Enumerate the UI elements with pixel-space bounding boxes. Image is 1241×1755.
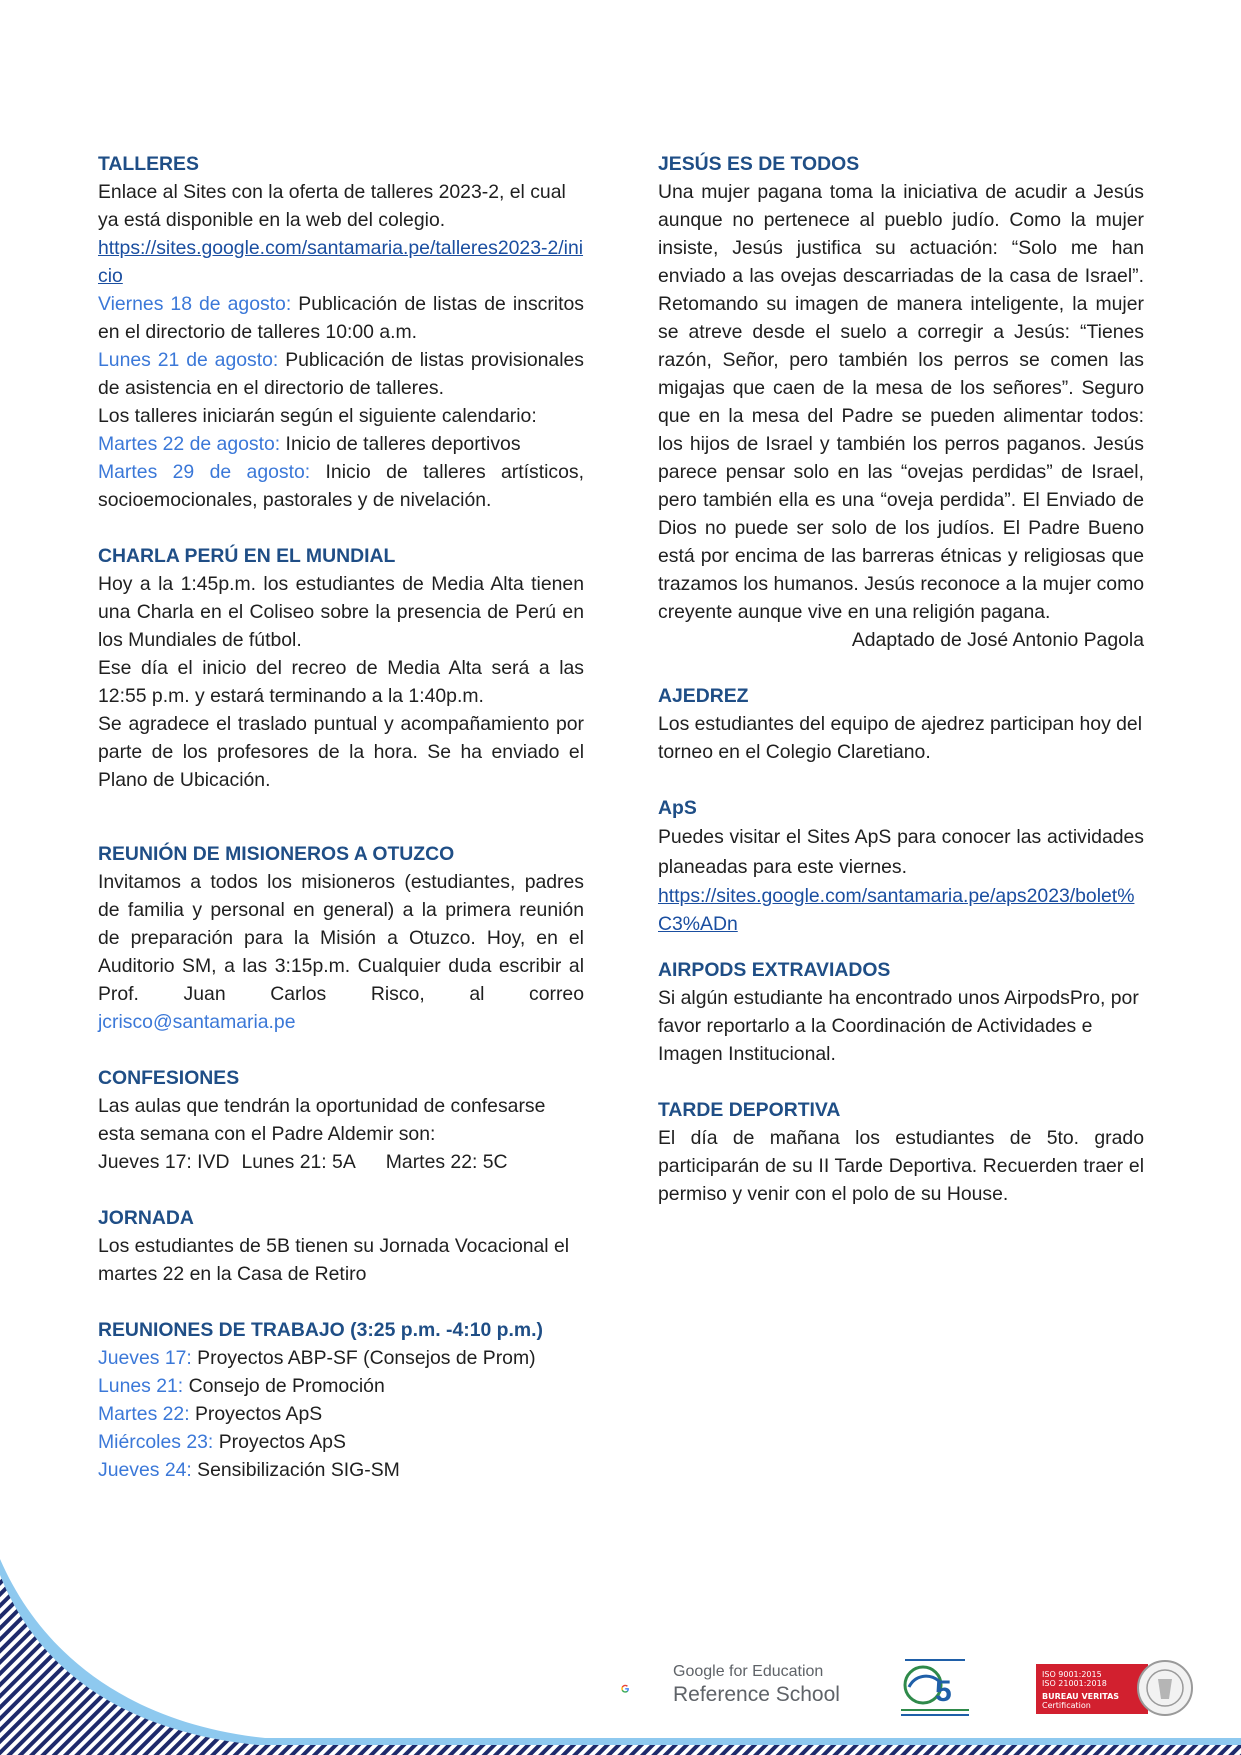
charla-p3: Se agradece el traslado puntual y acompañamiento por parte de los profesores de la hora. Se ha enviado el Plano de Ubicación. xyxy=(98,713,584,791)
confesiones-slot-2: Lunes 21: 5A xyxy=(241,1151,356,1173)
section-confesiones xyxy=(98,1064,584,1176)
talleres-link[interactable]: https://sites.google.com/santamaria.pe/talleres2023-2/inicio xyxy=(98,237,584,287)
reunion-text xyxy=(98,868,584,1036)
reuniones-row xyxy=(98,1344,584,1372)
talleres-intro: Enlace al Sites con la oferta de talleres 2023-2, el cual ya está disponible en la web del colegio. xyxy=(98,181,566,231)
aps-link[interactable]: https://sites.google.com/santamaria.pe/aps2023/bolet%C3%ADn xyxy=(658,885,1135,935)
section-jesus xyxy=(658,150,1144,654)
talleres-item-4 xyxy=(98,458,584,514)
aps-text: Puedes visitar el Sites ApS para conocer las actividades planeadas para este viernes. xyxy=(658,826,1144,878)
section-jornada xyxy=(98,1204,584,1288)
section-tarde xyxy=(658,1096,1144,1208)
section-charla xyxy=(98,542,584,794)
charla-p2: Ese día el inicio del recreo de Media Alta será a las 12:55 p.m. y estará terminando a la 1:40p.m. xyxy=(98,657,584,707)
jesus-credit: Adaptado de José Antonio Pagola xyxy=(851,629,1144,651)
left-column xyxy=(98,150,584,1484)
talleres-item-2 xyxy=(98,346,584,402)
bv-name: BUREAU VERITAS xyxy=(1042,1692,1120,1701)
footer-wave-decoration xyxy=(0,1535,1241,1755)
jesus-title: JESÚS ES DE TODOS xyxy=(658,153,860,175)
jornada-title: JORNADA xyxy=(98,1207,194,1229)
talleres-calendar-intro: Los talleres iniciarán según el siguiente calendario: xyxy=(98,405,537,427)
reuniones-row xyxy=(98,1400,584,1428)
talleres-item-1-text: Publicación de listas de inscritos en el directorio de talleres 10:00 a.m. xyxy=(98,293,584,343)
confesiones-text: Las aulas que tendrán la oportunidad de confesarse esta semana con el Padre Aldemir son: xyxy=(98,1095,546,1145)
confesiones-slot-3: Martes 22: 5C xyxy=(385,1151,508,1173)
talleres-item-3-text: Inicio de talleres deportivos xyxy=(280,433,521,455)
talleres-item-2-text: Publicación de listas provisionales de asistencia en el directorio de talleres. xyxy=(98,349,584,399)
reuniones-row-day: Martes 22: xyxy=(98,1403,190,1425)
bureau-veritas-seal-icon xyxy=(1136,1659,1194,1717)
confesiones-schedule xyxy=(98,1148,584,1176)
google-reference-label: Reference School xyxy=(673,1683,840,1706)
ajedrez-title: AJEDREZ xyxy=(658,685,749,707)
reuniones-row xyxy=(98,1372,584,1400)
reuniones-row-day: Lunes 21: xyxy=(98,1375,184,1397)
tarde-text: El día de mañana los estudiantes de 5to. grado participarán de su II Tarde Deportiva. Recuerden traer el permiso y venir con el polo de su House. xyxy=(658,1127,1144,1205)
reuniones-row-text: Proyectos ApS xyxy=(189,1403,323,1425)
section-reunion xyxy=(98,840,584,1036)
reunion-title: REUNIÓN DE MISIONEROS A OTUZCO xyxy=(98,843,455,865)
reuniones-row-text: Sensibilización SIG-SM xyxy=(191,1459,400,1481)
reuniones-row-day: Jueves 24: xyxy=(98,1459,192,1481)
section-aps xyxy=(658,794,1144,938)
reuniones-row-text: Proyectos ApS xyxy=(213,1431,346,1453)
section-airpods xyxy=(658,956,1144,1068)
charla-title: CHARLA PERÚ EN EL MUNDIAL xyxy=(98,545,396,567)
section-ajedrez xyxy=(658,682,1144,766)
svg-text:5: 5 xyxy=(935,1675,952,1708)
reunion-email[interactable]: jcrisco@santamaria.pe xyxy=(98,1011,296,1033)
ajedrez-text: Los estudiantes del equipo de ajedrez participan hoy del torneo en el Colegio Claretiano. xyxy=(658,713,1143,763)
jornada-text: Los estudiantes de 5B tienen su Jornada Vocacional el martes 22 en la Casa de Retiro xyxy=(98,1235,570,1285)
section-reuniones xyxy=(98,1316,584,1484)
talleres-item-4-date: Martes 29 de agosto: xyxy=(98,461,311,483)
talleres-item-3-date: Martes 22 de agosto: xyxy=(98,433,281,455)
reuniones-row-day: Jueves 17: xyxy=(98,1347,192,1369)
talleres-item-2-date: Lunes 21 de agosto: xyxy=(98,349,279,371)
talleres-item-4-text: Inicio de talleres artísticos, socioemocionales, pastorales y de nivelación. xyxy=(98,461,584,511)
aps-title: ApS xyxy=(658,797,697,819)
google-g-icon xyxy=(620,1663,670,1713)
reuniones-row xyxy=(98,1428,584,1456)
talleres-item-1 xyxy=(98,290,584,346)
airpods-title: AIRPODS EXTRAVIADOS xyxy=(658,959,891,981)
reuniones-row-text: Consejo de Promoción xyxy=(183,1375,385,1397)
bv-certification: Certification xyxy=(1042,1701,1091,1710)
confesiones-title: CONFESIONES xyxy=(98,1067,240,1089)
talleres-item-3 xyxy=(98,430,584,458)
right-column xyxy=(658,150,1144,1208)
confesiones-slot-1: Jueves 17: IVD xyxy=(98,1151,230,1173)
reuniones-row xyxy=(98,1456,584,1484)
reuniones-title: REUNIONES DE TRABAJO (3:25 p.m. -4:10 p.m.) xyxy=(98,1319,543,1341)
bureau-veritas-badge xyxy=(1036,1664,1148,1714)
talleres-item-1-date: Viernes 18 de agosto: xyxy=(98,293,292,315)
jesus-text: Una mujer pagana toma la iniciativa de acudir a Jesús aunque no pertenece al pueblo judío. Como la mujer insiste, Jesús justifica su actuación: “Solo me han enviado a las ovejas descarriadas de la casa de Israel”. Retomando su imagen de manera inteligente, la mujer se atreve desde el suelo a corregir a Jesús: “Tienes razón, Señor, pero también los perros se comen las migajas que caen de la mesa de los señores”. Seguro que en la mesa del Padre se pueden alimentar todos: los hijos de Israel y también los perros paganos. Jesús parece pensar solo en las “ovejas perdidas” de Israel, pero también ella es una “oveja perdida”. El Enviado de Dios no puede ser solo de los judíos. El Padre Bueno está por encima de las barreras étnicas y religiosas que trazamos los humanos. Jesús reconoce a la mujer como creyente aunque vive en una religión pagana. xyxy=(658,181,1144,623)
reuniones-row-day: Miércoles 23: xyxy=(98,1431,214,1453)
reunion-text-body: Invitamos a todos los misioneros (estudiantes, padres de familia y personal en general) a la primera reunión de preparación para la Misión a Otuzco. Hoy, en el Auditorio SM, a las 3:15p.m. Cualquier duda escribir al Prof. Juan Carlos Risco, al correo xyxy=(98,871,584,1005)
talleres-title: TALLERES xyxy=(98,153,199,175)
charla-p1: Hoy a la 1:45p.m. los estudiantes de Media Alta tienen una Charla en el Coliseo sobre la presencia de Perú en los Mundiales de fútbol. xyxy=(98,573,584,651)
google-education-label: Google for Education xyxy=(673,1663,824,1680)
bv-iso-2: ISO 21001:2018 xyxy=(1042,1679,1107,1688)
bv-iso-1: ISO 9001:2015 xyxy=(1042,1670,1102,1679)
bureau-veritas-logo xyxy=(1036,1659,1194,1717)
tarde-title: TARDE DEPORTIVA xyxy=(658,1099,841,1121)
reuniones-row-text: Proyectos ABP-SF (Consejos de Prom) xyxy=(191,1347,536,1369)
airpods-text: Si algún estudiante ha encontrado unos AirpodsPro, por favor reportarlo a la Coordinación de Actividades e Imagen Institucional. xyxy=(658,987,1139,1065)
section-talleres xyxy=(98,150,584,514)
pacto-educativo-logo-icon xyxy=(895,1657,975,1719)
